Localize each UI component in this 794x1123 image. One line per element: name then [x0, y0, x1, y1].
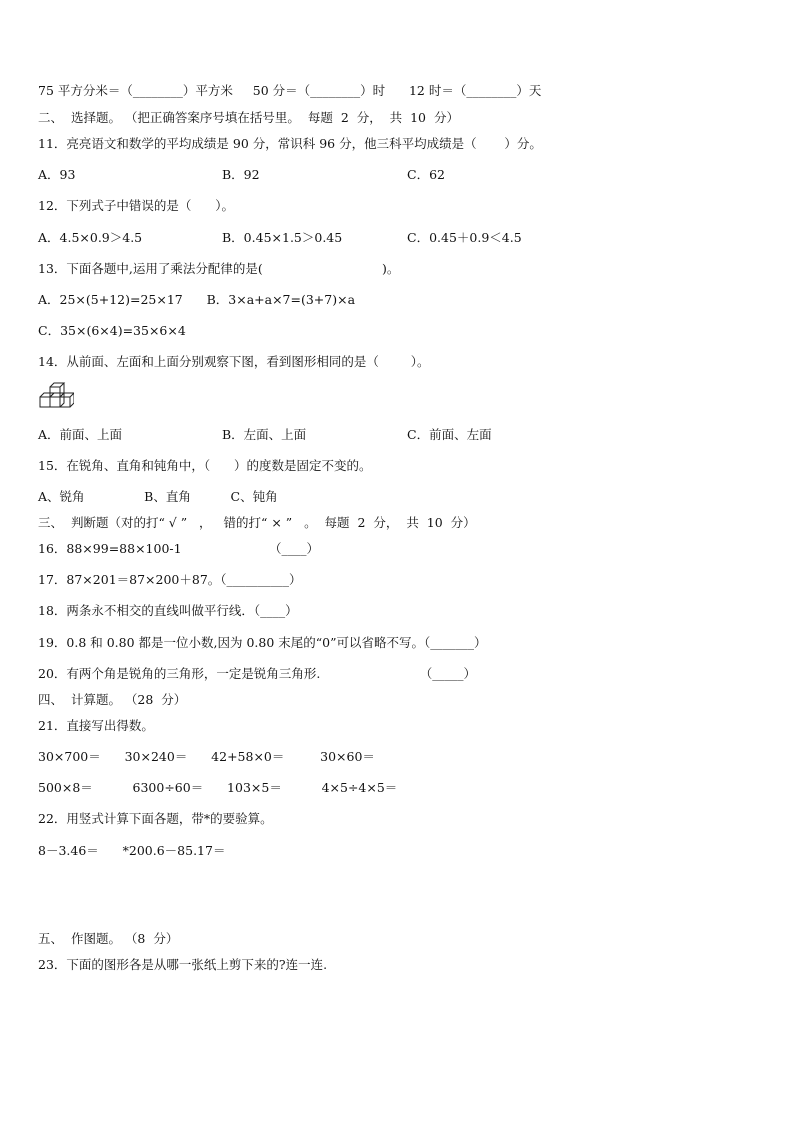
- section-2-heading: 二、 选择题。 （把正确答案序号填在括号里。 每题 2 分， 共 10 分）: [38, 110, 459, 125]
- q21-row-2: 500×8＝ 6300÷60＝ 103×5＝ 4×5÷4×5＝: [38, 780, 398, 795]
- section-5-heading: 五、 作图题。 （8 分）: [38, 931, 179, 946]
- question-20: 20．有两个角是锐角的三角形，一定是锐角三角形. （_____）: [38, 666, 476, 681]
- q14-option-b: B．左面、上面: [222, 427, 307, 442]
- section-3-heading: 三、 判断题（对的打“ √ ” ， 错的打“ × ” 。 每题 2 分， 共 10 分）: [38, 515, 476, 530]
- q11-option-b: B．92: [222, 167, 260, 182]
- q13-option-c: C．35×(6×4)=35×6×4: [38, 323, 186, 338]
- question-16: 16．88×99=88×100-1 （____）: [38, 541, 319, 556]
- q22-expressions: 8－3.46＝ *200.6－85.17＝: [38, 843, 226, 858]
- section-4-heading: 四、 计算题。 （28 分）: [38, 692, 187, 707]
- q13-options-ab: A．25×(5+12)=25×17 B．3×a+a×7=(3+7)×a: [38, 292, 356, 307]
- question-17: 17．87×201＝87×200＋87。（__________）: [38, 572, 302, 587]
- unit-conversion-line: 75 平方分米＝（________）平方米 50 分＝（________）时 12 时＝（________）天: [38, 83, 542, 98]
- question-21: 21．直接写出得数。: [38, 718, 154, 733]
- question-15: 15．在锐角、直角和钝角中，（ ）的度数是固定不变的。: [38, 458, 372, 473]
- q14-option-a: A．前面、上面: [38, 427, 123, 442]
- q15-options: A、锐角 B、直角 C、钝角: [38, 489, 278, 504]
- question-13: 13．下面各题中,运用了乘法分配律的是( )。: [38, 261, 400, 276]
- q11-option-a: A．93: [38, 167, 76, 182]
- question-19: 19．0.8 和 0.80 都是一位小数,因为 0.80 末尾的“0”可以省略不写。（_______）: [38, 635, 487, 650]
- q12-option-c: C．0.45＋0.9＜4.5: [407, 230, 522, 245]
- q11-option-c: C．62: [407, 167, 445, 182]
- question-22: 22．用竖式计算下面各题，带*的要验算。: [38, 811, 273, 826]
- question-23: 23．下面的图形各是从哪一张纸上剪下来的?连一连.: [38, 957, 328, 972]
- question-18: 18．两条永不相交的直线叫做平行线．（____）: [38, 603, 298, 618]
- cube-stack-figure: [38, 381, 74, 411]
- q14-option-c: C．前面、左面: [407, 427, 492, 442]
- cube-stack-icon: [38, 381, 74, 411]
- question-11: 11．亮亮语文和数学的平均成绩是 90 分，常识科 96 分，他三科平均成绩是（ ）分。: [38, 136, 542, 151]
- question-14: 14．从前面、左面和上面分别观察下图，看到图形相同的是（ ）。: [38, 354, 430, 369]
- question-12: 12．下列式子中错误的是（ ）。: [38, 198, 234, 213]
- q12-option-b: B．0.45×1.5＞0.45: [222, 230, 343, 245]
- q21-row-1: 30×700＝ 30×240＝ 42+58×0＝ 30×60＝: [38, 749, 375, 764]
- q12-option-a: A．4.5×0.9＞4.5: [38, 230, 143, 245]
